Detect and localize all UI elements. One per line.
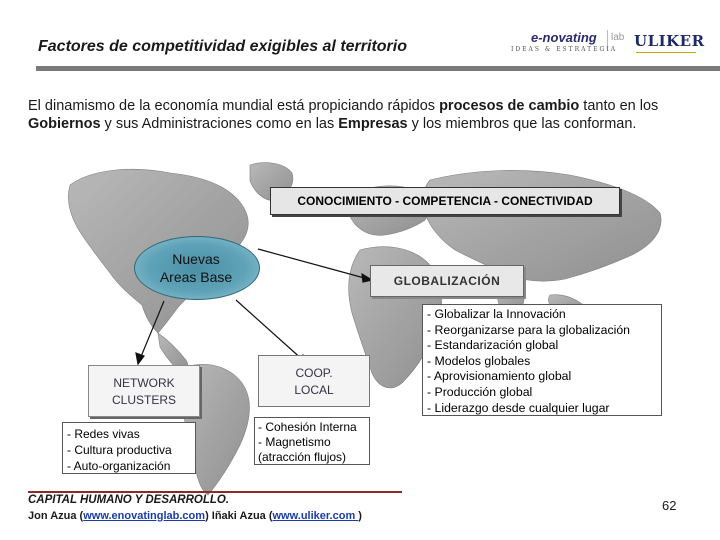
intro-paragraph (28, 97, 678, 133)
list-item: - Redes vivas (67, 427, 140, 441)
enovating-logo (505, 30, 625, 54)
nuevas-line-1: Nuevas (172, 251, 220, 267)
footer-divider (28, 491, 402, 493)
footer-author-2: ) Iñaki Azua ( (205, 510, 273, 522)
coop-line-1: COOP. (295, 366, 333, 380)
globalizacion-list-box (422, 304, 662, 416)
intro-bold-procesos: procesos de cambio (439, 98, 580, 114)
footer-author-1: Jon Azua ( (28, 510, 84, 522)
footer-close-paren: ) (358, 510, 362, 522)
page-number: 62 (662, 498, 677, 513)
list-item: (atracción flujos) (258, 450, 347, 464)
uliker-logo (630, 32, 705, 58)
list-item: - Producción global (427, 384, 533, 399)
enovating-logo-lab: lab (611, 32, 625, 43)
footer-credits (28, 510, 362, 522)
arrow-head-network (136, 353, 144, 364)
list-item: - Aprovisionamiento global (427, 369, 572, 384)
arrow-to-coop (236, 300, 304, 361)
list-item: - Reorganizarse para la globalización (427, 322, 631, 337)
cohesion-list-box (254, 417, 370, 465)
enovating-logo-text: e-novating (531, 30, 597, 45)
enovating-logo-subtitle: IDEAS & ESTRATEGIA (511, 46, 618, 53)
arrow-to-globalizacion (258, 249, 368, 279)
network-clusters-box (88, 365, 200, 417)
list-item: - Modelos globales (427, 353, 531, 368)
intro-text-3: y sus Administraciones como en las (100, 116, 339, 132)
page-title: Factores de competitividad exigibles al territorio (38, 38, 407, 55)
intro-text-2: tanto en los (579, 98, 659, 114)
network-line-1: NETWORK (113, 376, 175, 390)
nuevas-areas-label (134, 250, 258, 286)
header-divider (36, 66, 720, 71)
intro-bold-empresas: Empresas (338, 116, 408, 132)
list-item: - Cohesión Interna (258, 420, 357, 434)
list-item: - Magnetismo (258, 435, 331, 449)
list-item: - Cultura productiva (67, 443, 172, 457)
intro-bold-gobiernos: Gobiernos (28, 116, 101, 132)
coop-local-box (258, 355, 370, 407)
footer-title: CAPITAL HUMANO Y DESARROLLO. (28, 494, 230, 506)
list-item: - Liderazgo desde cualquier lugar (427, 400, 610, 415)
globalizacion-box: GLOBALIZACIÓN (370, 265, 524, 297)
list-item: - Estandarización global (427, 338, 559, 353)
nuevas-line-2: Areas Base (159, 269, 233, 285)
conocimiento-box: CONOCIMIENTO - COMPETENCIA - CONECTIVIDAD (270, 187, 620, 215)
intro-text-4: y los miembros que las conforman. (407, 116, 637, 132)
intro-text-1: El dinamismo de la economía mundial está propiciando rápidos (28, 98, 440, 114)
enovatinglab-link[interactable]: www.enovatinglab.com (83, 510, 206, 522)
coop-line-2: LOCAL (294, 383, 334, 397)
redes-list-box (62, 422, 196, 474)
network-line-2: CLUSTERS (111, 393, 176, 407)
list-item: - Globalizar la Innovación (427, 307, 566, 321)
uliker-logo-underline (636, 52, 696, 53)
list-item: - Auto-organización (67, 459, 171, 473)
uliker-logo-text: ULIKER (634, 32, 705, 50)
uliker-link[interactable]: www.uliker.com (272, 510, 359, 522)
